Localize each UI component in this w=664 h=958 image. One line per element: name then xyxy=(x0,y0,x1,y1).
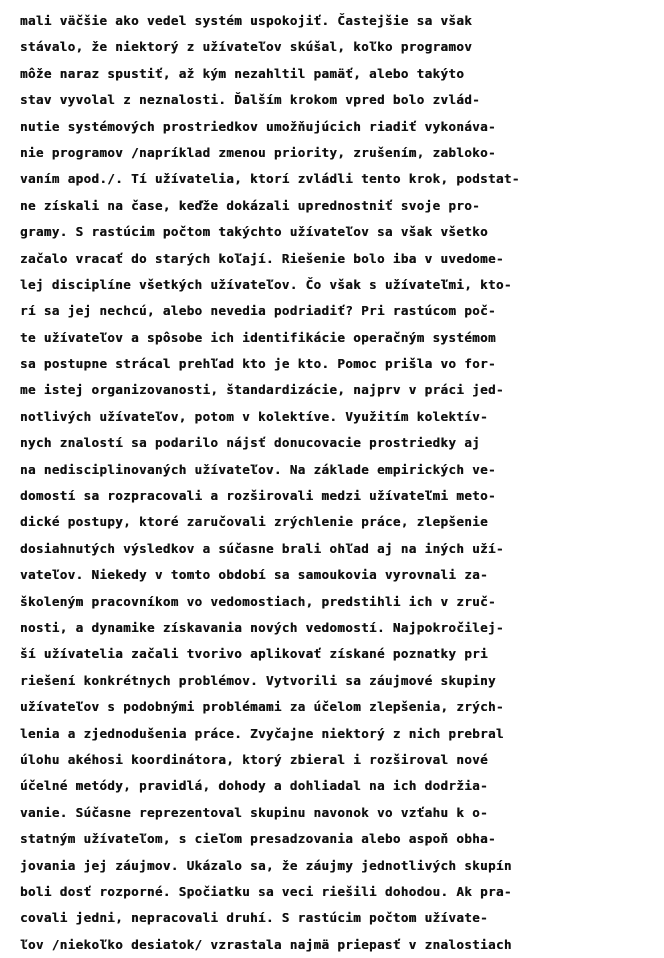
text-line-2: stávalo, že niektorý z užívateľov skúšal, koľko programov xyxy=(20,39,473,55)
text-line-30: účelné metódy, pravidlá, dohody a dohliadal na ich dodržia- xyxy=(20,778,488,794)
text-line-10: začalo vracať do starých koľají. Riešenie bolo iba v uvedome- xyxy=(20,250,504,266)
text-line-19: domostí sa rozpracovali a rozširovali medzi užívateľmi meto- xyxy=(20,488,496,504)
text-line-12: rí sa jej nechcú, alebo nevedia podriadiť? Pri rastúcom poč- xyxy=(20,303,496,319)
text-line-9: gramy. S rastúcim počtom takýchto užívateľov sa však všetko xyxy=(20,224,488,240)
text-line-33: jovania jej záujmov. Ukázalo sa, že záujmy jednotlivých skupín xyxy=(20,857,512,873)
text-line-1: mali väčšie ako vedel systém uspokojiť. Častejšie sa však xyxy=(20,13,473,28)
text-line-25: ší užívatelia začali tvorivo aplikovať získané poznatky pri xyxy=(20,646,488,662)
text-line-31: vanie. Súčasne reprezentoval skupinu navonok vo vzťahu k o- xyxy=(20,804,488,820)
text-line-13: te užívateľov a spôsobe ich identifikácie operačným systémom xyxy=(20,329,496,345)
text-line-32: statným užívateľom, s cieľom presadzovania alebo aspoň obha- xyxy=(20,831,496,847)
text-line-5: nutie systémových prostriedkov umožňujúcich riadiť vykonáva- xyxy=(20,118,496,134)
text-line-8: ne získali na čase, keďže dokázali uprednostniť svoje pro- xyxy=(20,197,481,213)
text-line-26: riešení konkrétnych problémov. Vytvorili sa záujmové skupiny xyxy=(20,672,496,688)
text-line-27: užívateľov s podobnými problémami za účelom zlepšenia, zrých- xyxy=(20,699,504,715)
text-line-20: dické postupy, ktoré zaručovali zrýchlenie práce, zlepšenie xyxy=(20,514,488,530)
text-block xyxy=(20,8,650,958)
text-line-11: lej disciplíne všetkých užívateľov. Čo však s užívateľmi, kto- xyxy=(20,276,512,292)
text-line-24: nosti, a dynamike získavania nových vedomostí. Najpokročilej- xyxy=(20,619,504,635)
text-line-4: stav vyvolal z neznalosti. Ďalším krokom vpred bolo zvlád- xyxy=(20,92,481,108)
text-line-34: boli dosť rozporné. Spočiatku sa veci riešili dohodou. Ak pra- xyxy=(20,883,512,899)
text-line-21: dosiahnutých výsledkov a súčasne brali ohľad aj na iných uží- xyxy=(20,540,504,556)
text-line-17: nych znalostí sa podarilo nájsť donucovacie prostriedky aj xyxy=(20,435,481,451)
text-line-35: covali jedni, nepracovali druhí. S rastúcim počtom užívate- xyxy=(20,910,488,926)
text-line-28: lenia a zjednodušenia práce. Zvyčajne niektorý z nich prebral xyxy=(20,725,504,741)
text-line-16: notlivých užívateľov, potom v kolektíve. Využitím kolektív- xyxy=(20,408,488,424)
text-line-23: školeným pracovníkom vo vedomostiach, predstihli ich v zruč- xyxy=(20,593,496,609)
text-line-22: vateľov. Niekedy v tomto období sa samoukovia vyrovnali za- xyxy=(20,567,488,583)
text-line-6: nie programov /napríklad zmenou priority, zrušením, zablokо- xyxy=(20,144,496,160)
text-line-15: me istej organizovanosti, štandardizácie, najprv v práci jed- xyxy=(20,382,504,398)
text-line-18: na nedisciplinovaných užívateľov. Na základe empirických ve- xyxy=(20,461,496,477)
text-line-14: sa postupne strácal prehľad kto je kto. Pomoc prišla vo for- xyxy=(20,356,496,372)
text-line-29: úlohu akéhosi koordinátora, ktorý zbieral i rozširoval nové xyxy=(20,751,488,767)
text-line-7: vaním apod./. Tí užívatelia, ktorí zvládli tento krok, podstat- xyxy=(20,171,520,187)
text-line-3: môže naraz spustiť, až kým nezahltil pamäť, alebo takýto xyxy=(20,65,465,81)
text-line-36: ľov /niekoľko desiatok/ vzrastala najmä priepasť v znalostiach xyxy=(20,936,512,952)
